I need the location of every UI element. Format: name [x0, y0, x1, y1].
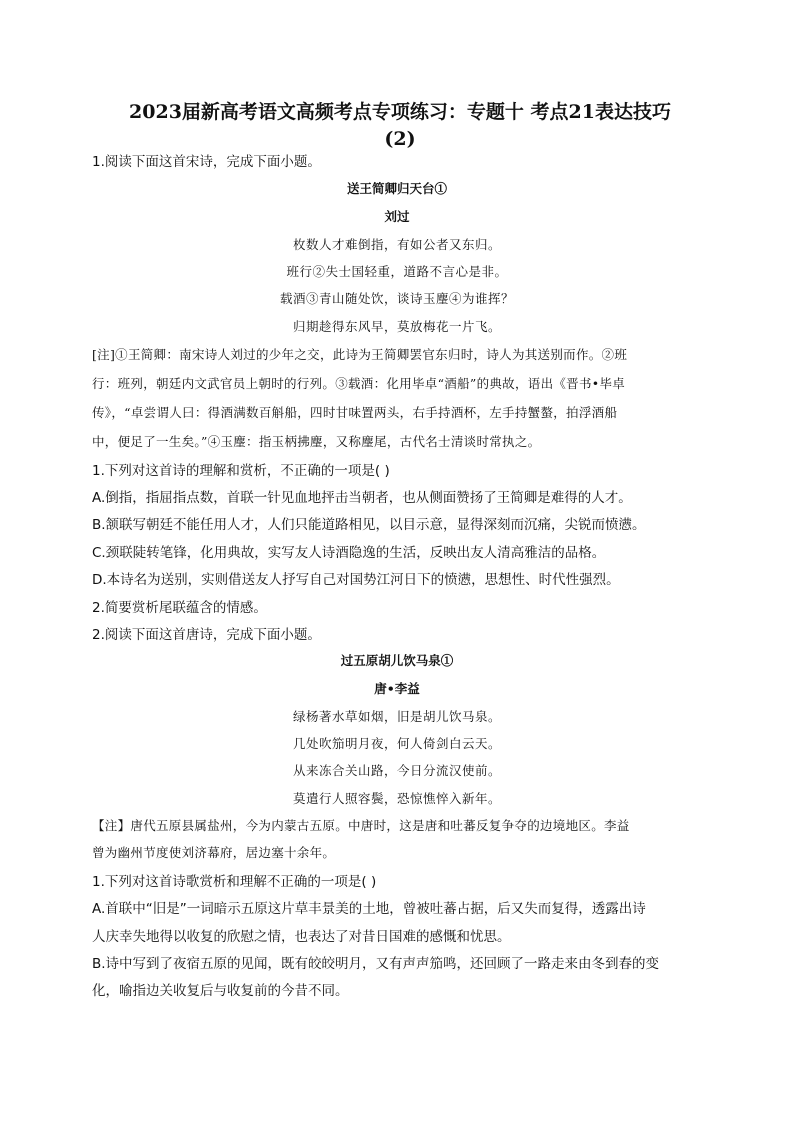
- option-c: C.颈联陡转笔锋，化用典故，实写友人诗酒隐逸的生活，反映出友人清高雅洁的品格。: [92, 545, 606, 561]
- poem-1-author: 刘过: [384, 209, 410, 224]
- option-a-line-1: A.首联中“旧是”一词暗示五原这片草丰景美的土地，曾被吐蕃占据，后又失而复得，透露出诗: [92, 901, 646, 917]
- poem-2-line: 几处吹笳明月夜，何人倚剑白云天。: [292, 736, 501, 751]
- question-2-intro: 2.阅读下面这首唐诗，完成下面小题。: [92, 627, 321, 643]
- poem-2-note-line: 【注】唐代五原县属盐州，今为内蒙古五原。中唐时，这是唐和吐蕃反复争夺的边境地区。李益: [92, 818, 630, 833]
- poem-2-author: 唐•李益: [374, 681, 420, 696]
- poem-1-note-line: 传》，“卓尝谓人曰：得酒满数百斛船，四时甘味置两头，右手持酒杯，左手持蟹螯，拍浮酒船: [92, 405, 618, 420]
- poem-1-note-line: 中，便足了一生矣。”④玉麈：指玉柄拂麈，又称麈尾，古代名士清谈时常执之。: [92, 434, 541, 449]
- poem-1-line: 载酒③青山随处饮，谈诗玉麈④为谁挥？: [279, 291, 514, 306]
- option-b-line-1: B.诗中写到了夜宿五原的见闻，既有皎皎明月，又有声声笳鸣，还回顾了一路走来由冬到春的变: [92, 956, 660, 972]
- poem-2-title: 过五原胡儿饮马泉①: [340, 653, 454, 668]
- poem-1-note-line: [注]①王简卿：南宋诗人刘过的少年之交，此诗为王简卿罢官东归时，诗人为其送别而作。②班: [92, 347, 628, 362]
- document-title-suffix: (2): [384, 128, 416, 150]
- option-a-line-2: 人庆幸失地得以收复的欣慰之情，也表达了对昔日国难的感慨和忧思。: [92, 929, 511, 945]
- question-2-sub-1: 1.下列对这首诗歌赏析和理解不正确的一项是( ): [92, 874, 377, 890]
- option-a: A.倒指，指屈指点数，首联一针见血地抨击当朝者，也从侧面赞扬了王简卿是难得的人才。: [92, 490, 632, 506]
- option-b: B.颔联写朝廷不能任用人才，人们只能道路相见，以目示意，显得深刻而沉痛，尖锐而愤懑。: [92, 517, 646, 533]
- poem-1-title: 送王简卿归天台①: [346, 181, 447, 196]
- question-1-sub-1: 1.下列对这首诗的理解和赏析，不正确的一项是( ): [92, 463, 390, 479]
- poem-1-line: 枚数人才难倒指，有如公者又东归。: [292, 237, 501, 252]
- poem-2-line: 绿杨著水草如烟，旧是胡儿饮马泉。: [292, 709, 501, 724]
- poem-1-line: 班行②失士国轻重，道路不言心是非。: [286, 264, 508, 279]
- poem-1-note-line: 行：班列，朝廷内文武官员上朝时的行列。③载酒：化用毕卓“酒船”的典故，语出《晋书•毕卓: [92, 376, 626, 391]
- poem-2-note-line: 曾为幽州节度使刘济幕府，居边塞十余年。: [92, 845, 336, 860]
- poem-2-line: 从来冻合关山路，今日分流汉使前。: [292, 763, 501, 778]
- question-1-sub-2: 2.简要赏析尾联蕴含的情感。: [92, 600, 267, 616]
- option-d: D.本诗名为送别，实则借送友人抒写自己对国势江河日下的愤懑，思想性、时代性强烈。: [92, 572, 620, 588]
- question-1-intro: 1.阅读下面这首宋诗，完成下面小题。: [92, 154, 321, 170]
- poem-2-line: 莫遣行人照容鬓，恐惊憔悴入新年。: [292, 791, 501, 806]
- option-b-line-2: 化，喻指边关收复后与收复前的今昔不同。: [92, 983, 349, 999]
- document-title: 2023届新高考语文高频考点专项练习：专题十 考点21表达技巧: [129, 101, 671, 123]
- poem-1-line: 归期趁得东风早，莫放梅花一片飞。: [292, 319, 501, 334]
